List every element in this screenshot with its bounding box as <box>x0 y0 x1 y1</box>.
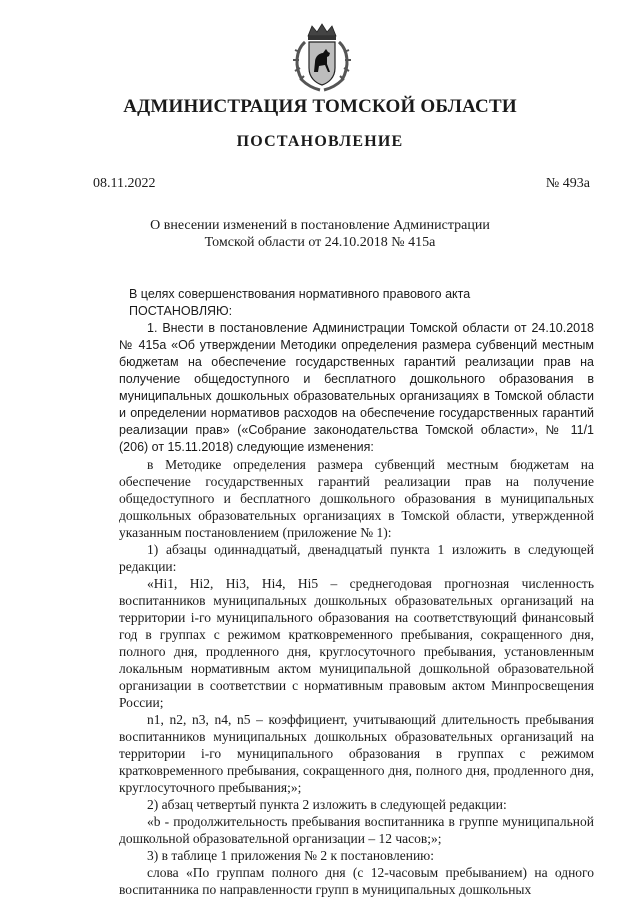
subject-line: Томской области от 24.10.2018 № 415а <box>204 235 436 250</box>
body-paragraph: n1, n2, n3, n4, n5 – коэффициент, учитывающий длительность пребывания воспитанников муниципальных дошкольных образовательных организаций на территории i-го муниципального образования в группах с режимом кратковременного пребывания, сокращенного дня, полного дня, продленного дня, круглосуточного пребывания;»; <box>119 712 594 795</box>
document-body <box>119 286 594 898</box>
body-paragraph: 3) в таблице 1 приложения № 2 к постановлению: <box>147 848 435 863</box>
tomsk-coat-of-arms-icon <box>290 22 354 92</box>
body-paragraph: 2) абзац четвертый пункта 2 изложить в следующей редакции: <box>147 797 507 812</box>
body-paragraph: в Методике определения размера субвенций местным бюджетам на обеспечение государственных гарантий реализации прав на получение общедоступного и бесплатного дошкольного образования в муниципальных дошкольных образовательных организациях в Томской области, утвержденной указанным постановлением (приложение № 1): <box>119 457 594 540</box>
body-paragraph: слова «По группам полного дня (с 12-часовым пребыванием) на одного воспитанника по направленности групп в муниципальных дошкольных <box>119 865 594 897</box>
body-paragraph: 1. Внести в постановление Администрации Томской области от 24.10.2018 № 415а «Об утверждении Методики определения размера субвенций местным бюджетам на обеспечение государственных гарантий реализации прав на получение общедоступного и бесплатного дошкольного образования в муниципальных дошкольных образовательных организациях в Томской области и определении нормативов расходов на обеспечение государственных гарантий реализации прав» («Собрание законодательства Томской области», № 11/1 (206) от 15.11.2018) следующие изменения: <box>119 321 594 454</box>
document-date: 08.11.2022 <box>93 176 156 191</box>
preamble-paragraph: В целях совершенствования нормативного правового акта <box>129 287 471 301</box>
resolve-heading: ПОСТАНОВЛЯЮ: <box>129 304 233 318</box>
body-paragraph: «Hi1, Hi2, Hi3, Hi4, Hi5 – среднегодовая прогнозная численность воспитанников муниципальных дошкольных образовательных организаций на территории i-го муниципального образования на соответствующий финансовый год в группах с режимом кратковременного пребывания, сокращенного дня, полного дня, продленного дня, круглосуточного пребывания, установленным локальным нормативным актом муниципальной дошкольной образовательной организации в соответствии с нормативным правовым актом Минпросвещения России; <box>119 576 594 710</box>
document-subject <box>150 217 490 251</box>
organization-title: АДМИНИСТРАЦИЯ ТОМСКОЙ ОБЛАСТИ <box>123 96 517 117</box>
subject-line: О внесении изменений в постановление Администрации <box>150 218 490 233</box>
document-type: ПОСТАНОВЛЕНИЕ <box>236 133 404 150</box>
body-paragraph: 1) абзацы одиннадцатый, двенадцатый пункта 1 изложить в следующей редакции: <box>119 542 594 574</box>
document-number: № 493а <box>545 176 590 191</box>
body-paragraph: «b - продолжительность пребывания воспитанника в группе муниципальной дошкольной образовательной организации – 12 часов;»; <box>119 814 594 846</box>
